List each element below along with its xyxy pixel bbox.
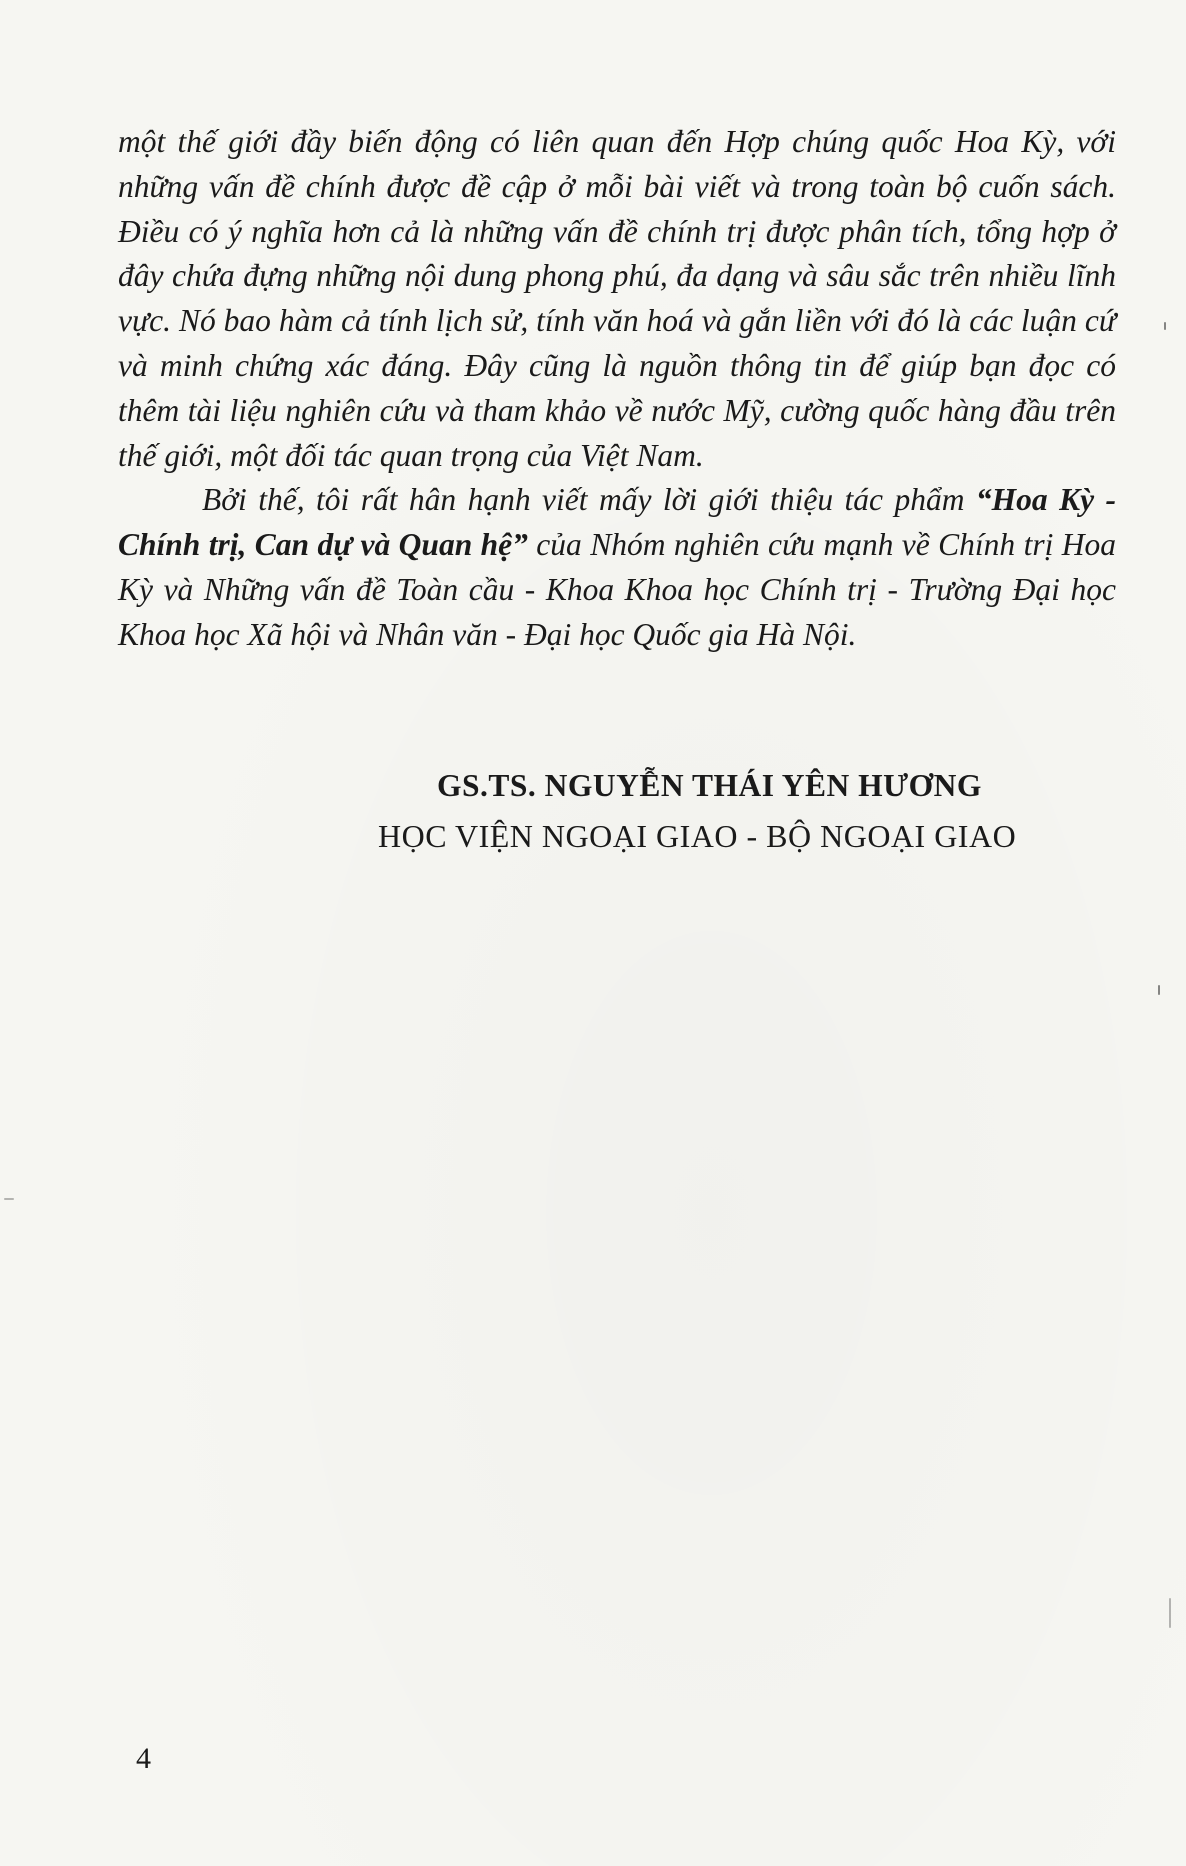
book-title: “Hoa Kỳ - Chính trị, Can dự và Quan hệ” (118, 482, 1116, 563)
body-text (118, 120, 1116, 658)
scan-speck (1164, 322, 1166, 330)
paragraph-1: một thế giới đầy biến động có liên quan đến Hợp chúng quốc Hoa Kỳ, với những vấn đề chính được đề cập ở mỗi bài viết và trong toàn bộ cuốn sách. Điều có ý nghĩa hơn cả là những vấn đề chính trị được phân tích, tổng hợp ở đây chứa đựng những nội dung phong phú, đa dạng và sâu sắc trên nhiều lĩnh vực. Nó bao hàm cả tính lịch sử, tính văn hoá và gắn liền với đó là các luận cứ và minh chứng xác đáng. Đây cũng là nguồn thông tin để giúp bạn đọc có thêm tài liệu nghiên cứu và tham khảo về nước Mỹ, cường quốc hàng đầu trên thế giới, một đối tác quan trọng của Việt Nam. (118, 124, 1116, 473)
paragraph-2-intro: Bởi thế, tôi rất hân hạnh viết mấy lời giới thiệu tác phẩm (202, 482, 976, 518)
author-name: GS.TS. NGUYỄN THÁI YÊN HƯƠNG (437, 768, 982, 803)
page-number: 4 (136, 1742, 151, 1775)
scan-speck (1169, 1598, 1171, 1628)
paragraph-2 (118, 478, 1116, 657)
scan-speck (4, 1198, 14, 1200)
author-organization: HỌC VIỆN NGOẠI GIAO - BỘ NGOẠI GIAO (378, 818, 1017, 854)
scan-speck (1158, 985, 1160, 995)
paragraph-2-rest: của Nhóm nghiên cứu mạnh về Chính trị Hoa Kỳ và Những vấn đề Toàn cầu - Khoa Khoa học Chính trị - Trường Đại học Khoa học Xã hội và Nhân văn - Đại học Quốc gia Hà Nội. (118, 527, 1116, 652)
